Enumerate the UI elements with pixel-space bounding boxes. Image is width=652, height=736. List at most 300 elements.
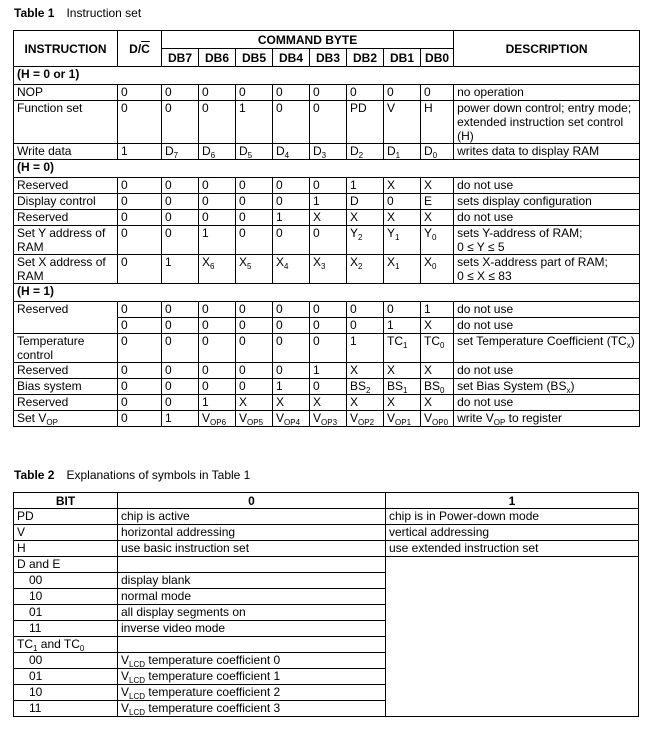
description-text: set Bias System (BS: [457, 379, 567, 393]
description: [454, 334, 640, 363]
instruction-name: Reserved: [14, 210, 118, 226]
db5-value: [236, 255, 273, 284]
one-meaning-empty: [386, 557, 639, 717]
zero-meaning: [118, 557, 386, 573]
db3-value: 0: [310, 302, 347, 318]
db2-value: [347, 411, 384, 427]
zero-meaning: [118, 637, 386, 653]
row-reserved: [14, 363, 640, 379]
one-meaning: chip is in Power-down mode: [386, 509, 639, 525]
section-label: (H = 0 or 1): [14, 67, 640, 85]
db0-value: [421, 379, 454, 395]
symbol-sub: 7: [173, 151, 179, 160]
db7-value: 0: [162, 178, 199, 194]
bit-code: 00: [14, 653, 118, 669]
symbol: D: [387, 144, 396, 158]
db1-value: [384, 379, 421, 395]
symbol: Y: [424, 226, 433, 240]
symbol: D: [165, 144, 174, 158]
section-h1: [14, 284, 640, 302]
symbol-sub: OP4: [284, 418, 301, 427]
db2-value: [347, 226, 384, 255]
header-db0: DB0: [421, 49, 454, 67]
db4-value: 0: [273, 178, 310, 194]
instruction-sub: OP: [46, 418, 58, 427]
symbol: D: [239, 144, 248, 158]
db2-value: X: [347, 210, 384, 226]
symbol-sub: 4: [284, 151, 290, 160]
dc-value: 0: [118, 85, 162, 101]
symbol: V: [313, 411, 322, 425]
dc-value: 0: [118, 334, 162, 363]
description: do not use: [454, 395, 640, 411]
db6-value: 0: [199, 194, 236, 210]
db3-value: 0: [310, 178, 347, 194]
db2-value: 1: [347, 178, 384, 194]
symbol-sub: 4: [284, 262, 289, 271]
db3-value: 1: [310, 363, 347, 379]
instruction-set-table: [13, 30, 640, 427]
row-temperature-control: [14, 334, 640, 363]
db3-value: [310, 144, 347, 160]
table2-caption: [14, 468, 250, 482]
db1-value: X: [384, 210, 421, 226]
db6-value: 0: [199, 334, 236, 363]
db1-value: [384, 334, 421, 363]
db7-value: 1: [162, 411, 199, 427]
db0-value: [421, 334, 454, 363]
symbol: BS: [424, 379, 441, 393]
db2-value: PD: [347, 101, 384, 144]
row-reserved: [14, 178, 640, 194]
db1-value: 0: [384, 194, 421, 210]
db1-value: [384, 255, 421, 284]
symbol: Y: [350, 226, 359, 240]
symbol: Y: [387, 226, 396, 240]
zero-meaning: [118, 685, 386, 701]
table2-caption-number: Table 2: [14, 468, 55, 482]
header-db7: DB7: [162, 49, 199, 67]
header-one: 1: [386, 493, 639, 509]
row-write-data: [14, 144, 640, 160]
description-line2: 0 ≤ X ≤ 83: [457, 269, 512, 283]
db4-value: 0: [273, 85, 310, 101]
tc-desc: temperature coefficient 3: [145, 701, 281, 715]
db4-value: 0: [273, 363, 310, 379]
description: do not use: [454, 363, 640, 379]
instruction-name: Function set: [14, 101, 118, 144]
db5-value: 0: [236, 379, 273, 395]
db7-value: 0: [162, 334, 199, 363]
header-bit: BIT: [14, 493, 118, 509]
instruction-name: Display control: [14, 194, 118, 210]
dc-value: 0: [118, 411, 162, 427]
db2-value: 0: [347, 318, 384, 334]
symbol: X: [350, 255, 359, 269]
dc-value: 0: [118, 178, 162, 194]
description-end: to register: [505, 411, 563, 425]
db7-value: 0: [162, 226, 199, 255]
db2-value: 0: [347, 302, 384, 318]
tc-b-sub: 0: [79, 644, 85, 653]
symbol-sub: 1: [403, 341, 408, 350]
db0-value: E: [421, 194, 454, 210]
zero-meaning: [118, 701, 386, 717]
instruction-text: Set V: [17, 411, 47, 425]
db3-value: 0: [310, 379, 347, 395]
symbol: V: [202, 411, 211, 425]
symbol-sub: 0: [440, 341, 445, 350]
header-db5: DB5: [236, 49, 273, 67]
description: [454, 411, 640, 427]
db7-value: 0: [162, 318, 199, 334]
db1-value: [384, 144, 421, 160]
symbol-sub: 1: [403, 386, 408, 395]
instruction-name: Bias system: [14, 379, 118, 395]
db0-value: [421, 144, 454, 160]
description: do not use: [454, 178, 640, 194]
db4-value: 0: [273, 318, 310, 334]
instruction-name: Reserved: [14, 395, 118, 411]
db2-value: D: [347, 194, 384, 210]
symbol-sub: 6: [210, 262, 215, 271]
db6-value: 0: [199, 363, 236, 379]
symbol: X: [424, 255, 433, 269]
db2-value: X: [347, 363, 384, 379]
instruction-name: Temperature control: [14, 334, 118, 363]
instruction-name: Reserved: [14, 363, 118, 379]
header-db6: DB6: [199, 49, 236, 67]
row-bias-system: [14, 379, 640, 395]
dc-value: 0: [118, 302, 162, 318]
symbol: D: [202, 144, 211, 158]
db5-value: 0: [236, 85, 273, 101]
db3-value: 0: [310, 318, 347, 334]
symbol: X: [313, 255, 322, 269]
zero-meaning: horizontal addressing: [118, 525, 386, 541]
symbol-sub: 2: [358, 151, 364, 160]
db5-value: 1: [236, 101, 273, 144]
db5-value: X: [236, 395, 273, 411]
db2-value: [347, 255, 384, 284]
row-set-vop: [14, 411, 640, 427]
symbol: D: [313, 144, 322, 158]
symbol: V: [239, 411, 248, 425]
db7-value: 0: [162, 194, 199, 210]
dc-value: 1: [118, 144, 162, 160]
db3-value: X: [310, 210, 347, 226]
bit-name: H: [14, 541, 118, 557]
db7-value: 0: [162, 101, 199, 144]
symbol: BS: [387, 379, 404, 393]
section-label: (H = 0): [14, 160, 640, 178]
instruction-name: Write data: [14, 144, 118, 160]
symbol: D: [424, 144, 433, 158]
db1-value: [384, 411, 421, 427]
vlcd-sub: LCD: [129, 660, 146, 669]
symbol-sub: 2: [358, 233, 363, 242]
table1-caption-number: Table 1: [14, 6, 55, 20]
description-text: set Temperature Coefficient (TC: [457, 334, 627, 348]
zero-meaning: display blank: [118, 573, 386, 589]
bit-code: 10: [14, 589, 118, 605]
db5-value: 0: [236, 363, 273, 379]
db6-value: 0: [199, 101, 236, 144]
bit-code: 01: [14, 605, 118, 621]
header-dc-overline: $\overline{C}$: [141, 41, 150, 56]
symbol-sub: OP6: [210, 418, 227, 427]
symbol-sub: OP1: [395, 418, 412, 427]
row-reserved: [14, 395, 640, 411]
db6-value: 0: [199, 85, 236, 101]
header-db1: DB1: [384, 49, 421, 67]
db3-value: 0: [310, 85, 347, 101]
header-description: DESCRIPTION: [454, 31, 640, 67]
symbol: BS: [350, 379, 367, 393]
header-db4: DB4: [273, 49, 310, 67]
symbol-sub: OP2: [358, 418, 375, 427]
description-end: ): [630, 334, 635, 348]
vlcd: V: [121, 653, 130, 667]
description: do not use: [454, 302, 640, 318]
description-line1: sets Y-address of RAM;: [457, 226, 583, 240]
db5-value: 0: [236, 210, 273, 226]
row-nop: [14, 85, 640, 101]
symbol: X: [387, 255, 396, 269]
db7-value: 0: [162, 85, 199, 101]
symbol-sub: 2: [358, 262, 363, 271]
symbol: D: [350, 144, 359, 158]
db6-value: 0: [199, 318, 236, 334]
db0-value: 0: [421, 85, 454, 101]
row-set-y-address: [14, 226, 640, 255]
db1-value: [384, 226, 421, 255]
instruction-name: Reserved: [14, 178, 118, 194]
db3-value: [310, 255, 347, 284]
db5-value: 0: [236, 334, 273, 363]
description-sub: x: [566, 386, 571, 395]
symbol-sub: 1: [395, 262, 400, 271]
description-sub: x: [626, 341, 631, 350]
db6-value: 0: [199, 379, 236, 395]
db4-value: 1: [273, 210, 310, 226]
vlcd: V: [121, 669, 130, 683]
db3-value: X: [310, 395, 347, 411]
row-pd: [14, 509, 639, 525]
symbol-sub: OP5: [247, 418, 264, 427]
dc-value: 0: [118, 194, 162, 210]
instruction-name: [14, 411, 118, 427]
section-h0: [14, 160, 640, 178]
db5-value: 0: [236, 302, 273, 318]
row-h: [14, 541, 639, 557]
db7-value: 1: [162, 255, 199, 284]
vlcd-sub: LCD: [129, 692, 146, 701]
db6-value: 0: [199, 302, 236, 318]
zero-meaning: all display segments on: [118, 605, 386, 621]
bit-name: PD: [14, 509, 118, 525]
db3-value: 1: [310, 194, 347, 210]
db7-value: 0: [162, 302, 199, 318]
row-v: [14, 525, 639, 541]
db4-value: [273, 411, 310, 427]
vlcd-sub: LCD: [129, 676, 146, 685]
tc-desc: temperature coefficient 0: [145, 653, 281, 667]
db6-value: 1: [199, 395, 236, 411]
db0-value: X: [421, 363, 454, 379]
db0-value: X: [421, 395, 454, 411]
description: power down control; entry mode; extended instruction set control (H): [454, 101, 640, 144]
bit-code: 10: [14, 685, 118, 701]
instruction-name: Set X address of RAM: [14, 255, 118, 284]
db6-value: 0: [199, 210, 236, 226]
symbol: V: [350, 411, 359, 425]
bit-name: D and E: [14, 557, 118, 573]
table1-caption: [14, 6, 141, 20]
db2-value: X: [347, 395, 384, 411]
db1-value: 0: [384, 85, 421, 101]
header-zero: 0: [118, 493, 386, 509]
symbol-sub: 0: [432, 233, 437, 242]
db3-value: 0: [310, 334, 347, 363]
db5-value: [236, 144, 273, 160]
db7-value: 0: [162, 363, 199, 379]
description: no operation: [454, 85, 640, 101]
header-instruction: INSTRUCTION: [14, 31, 118, 67]
row-d-and-e-title: [14, 557, 639, 573]
dc-value: 0: [118, 379, 162, 395]
description: [454, 226, 640, 255]
db7-value: 0: [162, 210, 199, 226]
db3-value: [310, 411, 347, 427]
symbol: V: [276, 411, 285, 425]
header-command-byte: COMMAND BYTE: [162, 31, 454, 49]
symbol-sub: 2: [366, 386, 371, 395]
table1-header-row: [14, 31, 640, 49]
description-sub: OP: [493, 418, 506, 427]
bit-name: [14, 637, 118, 653]
db0-value: H: [421, 101, 454, 144]
bit-code: 01: [14, 669, 118, 685]
db0-value: [421, 226, 454, 255]
dc-value: 0: [118, 318, 162, 334]
header-db3: DB3: [310, 49, 347, 67]
db1-value: X: [384, 178, 421, 194]
symbol: D: [276, 144, 285, 158]
table2-header-row: [14, 493, 639, 509]
db5-value: 0: [236, 318, 273, 334]
description: [454, 255, 640, 284]
db0-value: [421, 255, 454, 284]
row-reserved: [14, 210, 640, 226]
symbol-sub: 5: [247, 262, 252, 271]
description-text: write V: [457, 411, 494, 425]
zero-meaning: normal mode: [118, 589, 386, 605]
row-function-set: [14, 101, 640, 144]
row-display-control: [14, 194, 640, 210]
zero-meaning: [118, 653, 386, 669]
zero-meaning: inverse video mode: [118, 621, 386, 637]
symbol: X: [202, 255, 211, 269]
symbol-sub: 3: [321, 151, 327, 160]
description-line2: 0 ≤ Y ≤ 5: [457, 240, 505, 254]
symbol-sub: 3: [321, 262, 326, 271]
symbol: TC: [387, 334, 403, 348]
db0-value: X: [421, 178, 454, 194]
db4-value: 0: [273, 101, 310, 144]
tc-mid: and TC: [37, 637, 80, 651]
row-set-x-address: [14, 255, 640, 284]
vlcd-sub: LCD: [129, 708, 146, 717]
dc-value: 0: [118, 395, 162, 411]
symbol: X: [276, 255, 285, 269]
db6-value: [199, 144, 236, 160]
db1-value: X: [384, 395, 421, 411]
db2-value: 1: [347, 334, 384, 363]
header-dc-prefix: D/: [129, 41, 142, 56]
symbol-sub: 5: [247, 151, 253, 160]
section-h-any: [14, 67, 640, 85]
symbol: TC: [424, 334, 440, 348]
dc-value: 0: [118, 210, 162, 226]
instruction-name: Reserved: [14, 302, 118, 334]
db1-value: 0: [384, 302, 421, 318]
tc-desc: temperature coefficient 1: [145, 669, 281, 683]
db7-value: [162, 144, 199, 160]
db1-value: X: [384, 363, 421, 379]
description: [454, 379, 640, 395]
db1-value: V: [384, 101, 421, 144]
db0-value: [421, 411, 454, 427]
db4-value: 0: [273, 302, 310, 318]
db5-value: 0: [236, 178, 273, 194]
symbol: V: [424, 411, 433, 425]
description-line1: sets X-address part of RAM;: [457, 255, 608, 269]
header-db2: DB2: [347, 49, 384, 67]
instruction-name: NOP: [14, 85, 118, 101]
db2-value: 0: [347, 85, 384, 101]
description: sets display configuration: [454, 194, 640, 210]
bit-name: V: [14, 525, 118, 541]
symbol: X: [239, 255, 248, 269]
db7-value: 0: [162, 379, 199, 395]
symbol-sub: 0: [440, 386, 445, 395]
db2-value: [347, 144, 384, 160]
symbol-sub: 1: [395, 151, 401, 160]
db4-value: [273, 255, 310, 284]
dc-value: 0: [118, 226, 162, 255]
symbol-sub: OP3: [321, 418, 338, 427]
db6-value: [199, 255, 236, 284]
symbol-sub: 0: [432, 151, 438, 160]
db3-value: 0: [310, 226, 347, 255]
db0-value: X: [421, 210, 454, 226]
symbol: V: [387, 411, 396, 425]
table1-caption-text: Instruction set: [66, 6, 142, 20]
description: do not use: [454, 318, 640, 334]
symbol-explanation-table: [13, 492, 639, 717]
symbol-sub: 0: [432, 262, 437, 271]
tc-a: TC: [17, 637, 33, 651]
symbol-sub: OP0: [432, 418, 449, 427]
db4-value: 1: [273, 379, 310, 395]
header-dc: [118, 31, 162, 67]
db4-value: 0: [273, 334, 310, 363]
db4-value: [273, 144, 310, 160]
instruction-name: Set Y address of RAM: [14, 226, 118, 255]
dc-value: 0: [118, 101, 162, 144]
bit-code: 11: [14, 701, 118, 717]
